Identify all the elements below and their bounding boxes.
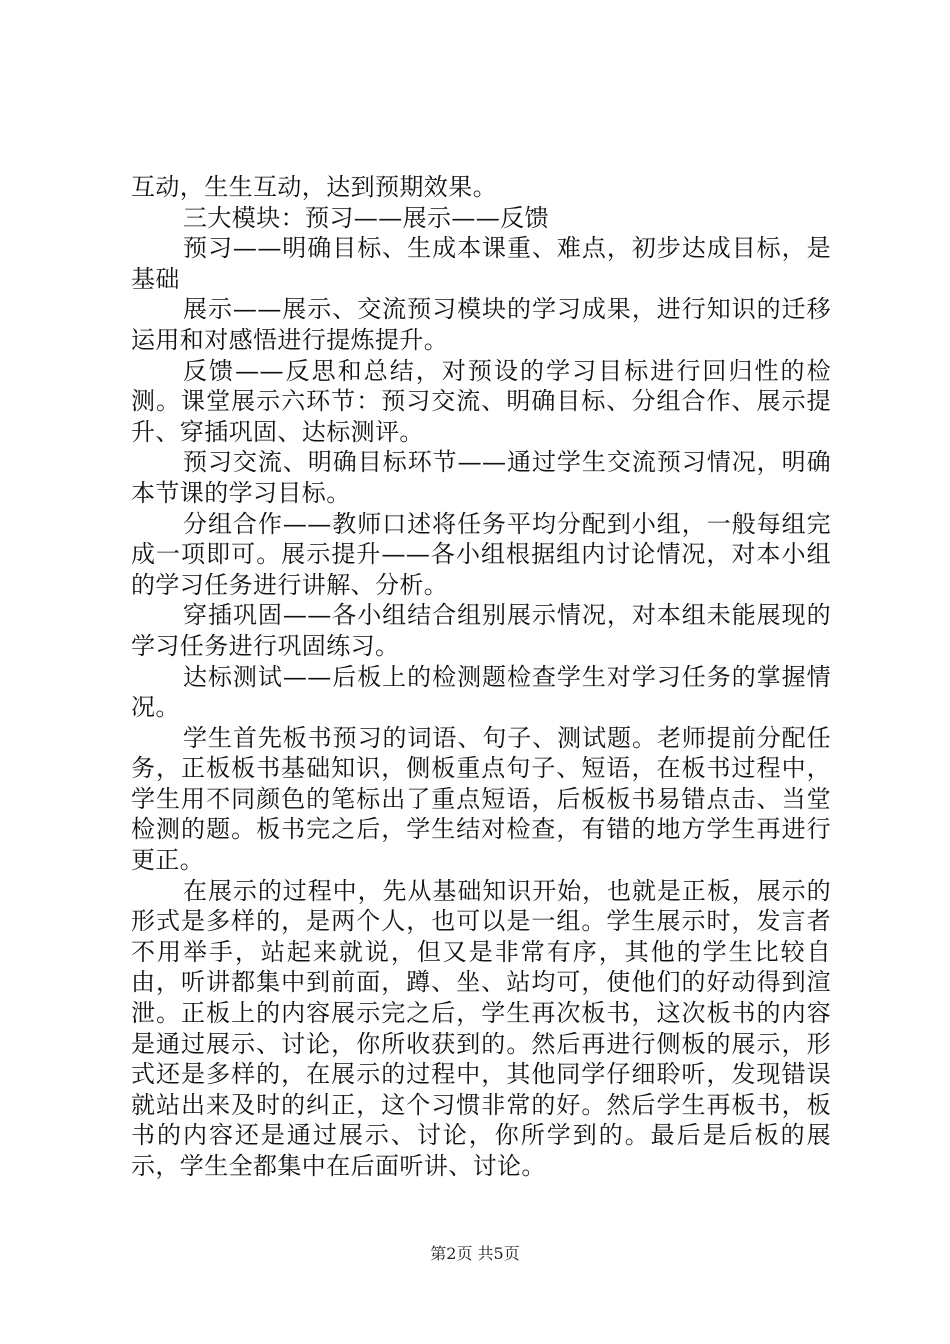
paragraph-board-writing: 学生首先板书预习的词语、句子、测试题。老师提前分配任务，正板板书基础知识，侧板重点句子、短语，在板书过程中，学生用不同颜色的笔标出了重点短语，后板板书易错点击、当堂检测的题。板书完之后，学生结对检查，有错的地方学生再进行更正。 bbox=[131, 723, 831, 875]
paragraph-feedback: 反馈——反思和总结，对预设的学习目标进行回归性的检测。课堂展示六环节：预习交流、明确目标、分组合作、展示提升、穿插巩固、达标测评。 bbox=[131, 356, 831, 446]
paragraph-three-modules: 三大模块：预习——展示——反馈 bbox=[183, 203, 549, 232]
paragraph-consolidation: 穿插巩固——各小组结合组别展示情况，对本组未能展现的学习任务进行巩固练习。 bbox=[131, 601, 831, 660]
paragraph-continuation: 互动，生生互动，达到预期效果。 bbox=[131, 173, 497, 201]
page-number-footer: 第2页 共5页 bbox=[430, 1244, 520, 1263]
paragraph-display: 展示——展示、交流预习模块的学习成果，进行知识的迁移运用和对感悟进行提炼提升。 bbox=[131, 295, 831, 354]
paragraph-preview-exchange: 预习交流、明确目标环节——通过学生交流预习情况，明确本节课的学习目标。 bbox=[131, 448, 831, 507]
document-body bbox=[131, 172, 831, 1182]
paragraph-display-process: 在展示的过程中，先从基础知识开始，也就是正板，展示的形式是多样的，是两个人，也可以是一组。学生展示时，发言者不用举手，站起来就说，但又是非常有序，其他的学生比较自由，听讲都集中到前面，蹲、坐、站均可，使他们的好动得到渲泄。正板上的内容展示完之后，学生再次板书，这次板书的内容是通过展示、讨论，你所收获到的。然后再进行侧板的展示，形式还是多样的，在展示的过程中，其他同学仔细聆听，发现错误就站出来及时的纠正，这个习惯非常的好。然后学生再板书，板书的内容还是通过展示、讨论，你所学到的。最后是后板的展示，学生全都集中在后面听讲、讨论。 bbox=[131, 876, 831, 1180]
paragraph-preview: 预习——明确目标、生成本课重、难点，初步达成目标，是基础 bbox=[131, 234, 831, 293]
paragraph-group-cooperation: 分组合作——教师口述将任务平均分配到小组，一般每组完成一项即可。展示提升——各小组根据组内讨论情况，对本小组的学习任务进行讲解、分析。 bbox=[131, 509, 831, 599]
paragraph-assessment: 达标测试——后板上的检测题检查学生对学习任务的掌握情况。 bbox=[131, 662, 831, 722]
